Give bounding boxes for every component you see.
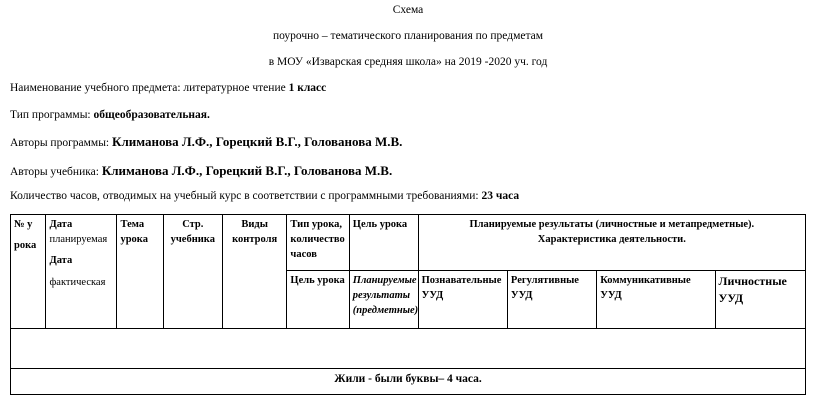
col-date: Дата планируемая Дата фактическая <box>46 215 117 329</box>
subcol-lesson-goal: Цель урока <box>287 271 349 329</box>
program-authors-line <box>10 134 402 150</box>
hours-line <box>10 190 519 202</box>
program-type-label: Тип программы: <box>10 109 94 121</box>
textbook-authors-label: Авторы учебника: <box>10 166 102 178</box>
subject-class: 1 класс <box>288 82 327 94</box>
subcol-personal-uud: Личностные УУД <box>715 271 805 329</box>
col-lesson-type: Тип урока, количество часов <box>287 215 349 271</box>
textbook-authors-line <box>10 163 392 179</box>
hours-label: Количество часов, отводимых на учебный курс в соответствии с программными требованиями: <box>10 190 482 202</box>
table-empty-row <box>11 329 806 369</box>
col-lesson-goal: Цель урока <box>349 215 418 271</box>
hours-value: 23 часа <box>481 190 520 202</box>
subcol-regulatory-uud: Регулятивные УУД <box>507 271 596 329</box>
program-authors-value: Климанова Л.Ф., Горецкий В.Г., Голованова М.В. <box>112 134 403 149</box>
col-planned-results: Планируемые результаты (личностные и метапредметные). Характеристика деятельности. <box>418 215 805 271</box>
doc-subtitle: поурочно – тематического планирования по предметам <box>272 30 544 42</box>
empty-cell <box>11 329 806 369</box>
doc-school-line: в МОУ «Изварская средняя школа» на 2019 -2020 уч. год <box>268 56 548 68</box>
textbook-authors-value: Климанова Л.Ф., Горецкий В.Г., Голованова М.В. <box>101 163 393 178</box>
plan-table <box>10 214 806 395</box>
program-type-line <box>10 109 210 121</box>
col-textbook-page: Стр. учебника <box>163 215 222 329</box>
program-type-value: общеобразовательная. <box>93 109 210 121</box>
doc-title: Схема <box>392 4 424 16</box>
col-control-type: Виды контроля <box>222 215 287 329</box>
table-header-row <box>11 215 806 271</box>
subject-label: Наименование учебного предмета: литературное чтение <box>10 82 289 94</box>
col-topic: Тема урока <box>117 215 163 329</box>
subcol-cognitive-uud: Познавательные УУД <box>418 271 507 329</box>
subcol-communicative-uud: Коммуникативные УУД <box>597 271 715 329</box>
subject-line <box>10 82 326 94</box>
subcol-subject-results: Планируемые результаты (предметные) <box>349 271 418 329</box>
table-section-row <box>11 369 806 395</box>
section-title: Жили - были буквы– 4 часа. <box>11 369 806 395</box>
program-authors-label: Авторы программы: <box>10 137 113 149</box>
col-lesson-number: № у рока <box>11 215 46 329</box>
